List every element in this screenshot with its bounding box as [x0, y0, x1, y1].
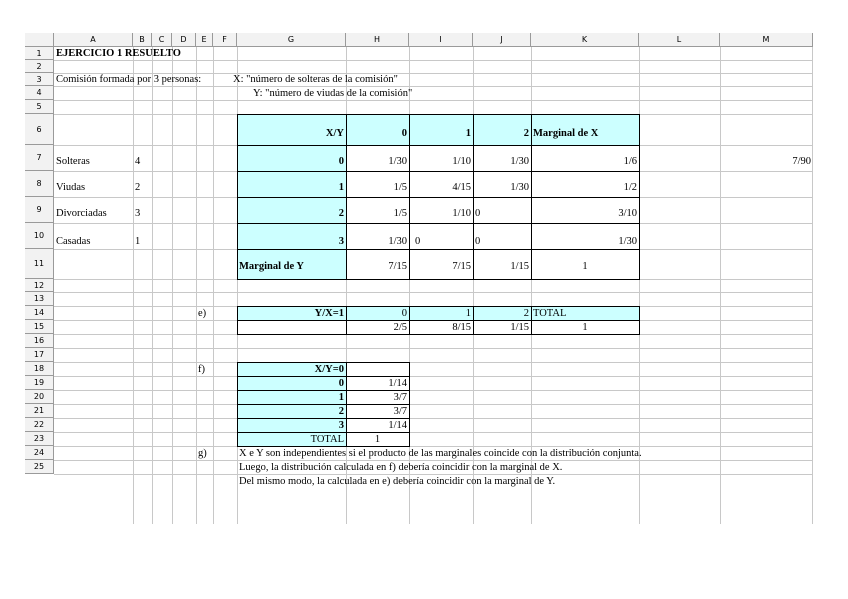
row-header[interactable]: 6 [25, 114, 54, 145]
header-cell[interactable]: 2 [523, 128, 529, 139]
row-header[interactable]: 9 [25, 197, 54, 223]
value-cell[interactable]: 1 [582, 321, 588, 333]
row-header[interactable]: 15 [25, 320, 54, 334]
row-header[interactable]: 19 [25, 376, 54, 390]
value-cell[interactable]: 0 [415, 235, 421, 247]
section-label-f[interactable]: f) [198, 363, 205, 375]
column-header[interactable]: I [409, 33, 473, 47]
row-header[interactable]: 11 [25, 249, 54, 279]
row-header[interactable]: 3 [25, 73, 54, 86]
row-label-cell[interactable]: 3 [338, 419, 344, 431]
value-cell[interactable]: 1/14 [388, 377, 407, 389]
value-cell[interactable]: 1 [374, 433, 381, 445]
column-header[interactable]: C [152, 33, 172, 47]
column-header[interactable]: M [720, 33, 813, 47]
row-header[interactable]: 5 [25, 100, 54, 114]
value-cell[interactable]: 1/5 [393, 207, 407, 219]
header-cell[interactable]: 0 [401, 128, 407, 139]
select-all-corner[interactable] [25, 33, 54, 47]
row-header[interactable]: 25 [25, 460, 54, 474]
value-cell[interactable]: 3/7 [393, 405, 407, 417]
gridline [54, 86, 813, 87]
value-cell[interactable]: 2/5 [393, 321, 407, 333]
row-label-cell[interactable]: 1 [338, 391, 344, 403]
value-cell[interactable]: 1/30 [618, 235, 637, 247]
value-cell[interactable]: 1/30 [510, 155, 529, 167]
row-label-cell[interactable]: 3 [338, 235, 344, 247]
label-cell[interactable]: Solteras [56, 155, 90, 167]
note-cell[interactable]: Luego, la distribución calculada en f) debería coincidir con la marginal de X. [239, 461, 563, 473]
row-header[interactable]: 12 [25, 279, 54, 292]
value-cell[interactable]: 3 [135, 207, 141, 219]
gridline [54, 418, 813, 419]
column-header[interactable]: A [54, 33, 133, 47]
spreadsheet [25, 33, 813, 524]
gridline [812, 47, 813, 524]
column-header[interactable]: E [196, 33, 213, 47]
column-header[interactable]: L [639, 33, 720, 47]
value-cell[interactable]: 2 [135, 181, 141, 193]
value-cell[interactable]: 4 [135, 155, 141, 167]
column-header[interactable]: D [172, 33, 196, 47]
value-cell[interactable]: 1 [582, 260, 588, 272]
cell-border [237, 320, 347, 335]
value-cell[interactable]: 1/30 [510, 181, 529, 193]
y-definition-cell[interactable]: Y: "número de viudas de la comisión" [253, 87, 413, 99]
value-cell[interactable]: 7/15 [452, 260, 471, 272]
header-cell[interactable]: X/Y=0 [314, 363, 344, 375]
row-label-cell[interactable]: 0 [338, 155, 344, 167]
value-cell[interactable]: 7/15 [388, 260, 407, 272]
label-cell[interactable]: Divorciadas [56, 207, 107, 219]
row-header[interactable]: 21 [25, 404, 54, 418]
value-cell[interactable]: 2 [523, 307, 529, 319]
value-cell[interactable]: 1/2 [623, 181, 637, 193]
value-cell[interactable]: 4/15 [452, 181, 471, 193]
value-cell[interactable]: 1 [465, 307, 471, 319]
gridline [172, 47, 173, 524]
value-cell[interactable]: TOTAL [533, 307, 567, 319]
row-label-cell[interactable]: 0 [338, 377, 344, 389]
value-cell[interactable]: 3/10 [618, 207, 637, 219]
row-header[interactable]: 8 [25, 171, 54, 197]
gridline [54, 376, 813, 377]
value-cell[interactable]: 1 [135, 235, 141, 247]
column-header[interactable]: G [237, 33, 346, 47]
cell-border [346, 362, 410, 377]
value-cell[interactable]: 1/14 [388, 419, 407, 431]
row-header[interactable]: 13 [25, 292, 54, 306]
row-header[interactable]: 17 [25, 348, 54, 362]
gridline [133, 47, 134, 524]
section-label-g[interactable]: g) [198, 447, 207, 459]
row-header[interactable]: 14 [25, 306, 54, 320]
column-header[interactable]: K [531, 33, 639, 47]
row-header[interactable]: 2 [25, 60, 54, 73]
row-header[interactable]: 16 [25, 334, 54, 348]
value-cell[interactable]: 1/5 [393, 181, 407, 193]
row-header[interactable]: 10 [25, 223, 54, 249]
gridline [54, 362, 813, 363]
gridline [54, 334, 813, 335]
row-header[interactable]: 23 [25, 432, 54, 446]
total-label-cell[interactable]: TOTAL [310, 433, 344, 445]
note-cell[interactable]: Del mismo modo, la calculada en e) debería coincidir con la marginal de Y. [239, 475, 556, 487]
row-header[interactable]: 7 [25, 145, 54, 171]
gridline [54, 348, 813, 349]
value-cell[interactable]: 1/6 [623, 155, 637, 167]
value-cell[interactable]: 0 [475, 207, 481, 219]
value-cell[interactable]: 3/7 [393, 391, 407, 403]
header-cell[interactable]: 1 [465, 128, 471, 139]
header-cell[interactable]: Y/X=1 [314, 307, 344, 319]
value-cell[interactable]: 0 [475, 235, 481, 247]
row-header[interactable]: 1 [25, 47, 54, 60]
value-cell[interactable]: 1/10 [452, 155, 471, 167]
value-cell[interactable]: 1/15 [510, 321, 529, 333]
value-cell[interactable]: 0 [401, 307, 407, 319]
title-cell[interactable]: EJERCICIO 1 RESUELTO [56, 48, 181, 59]
row-label-cell[interactable]: 2 [338, 207, 344, 219]
gridline [54, 292, 813, 293]
gridline [152, 47, 153, 524]
gridline [720, 47, 721, 524]
value-cell[interactable]: 8/15 [452, 321, 471, 333]
note-cell[interactable]: X e Y son independientes si el producto de las marginales coincide con la distribución conjunta. [239, 447, 642, 459]
value-cell[interactable]: 1/15 [510, 260, 529, 272]
row-label-cell[interactable]: 1 [338, 181, 344, 193]
column-header[interactable]: J [473, 33, 531, 47]
gridline [54, 279, 813, 280]
label-cell[interactable]: Casadas [56, 235, 91, 247]
value-cell[interactable]: 1/30 [388, 155, 407, 167]
column-header[interactable]: F [213, 33, 237, 47]
row-header[interactable]: 18 [25, 362, 54, 376]
value-cell[interactable]: 7/90 [792, 155, 811, 167]
value-cell[interactable]: 1/30 [388, 235, 407, 247]
value-cell[interactable]: 1/10 [452, 207, 471, 219]
gridline [54, 100, 813, 101]
row-label-cell[interactable]: 2 [338, 405, 344, 417]
column-header[interactable]: B [133, 33, 152, 47]
gridline [213, 47, 214, 524]
gridline [54, 60, 813, 61]
gridline [54, 404, 813, 405]
description-cell[interactable]: Comisión formada por 3 personas: [56, 74, 202, 85]
row-header[interactable]: 4 [25, 86, 54, 100]
column-header[interactable]: H [346, 33, 409, 47]
x-definition-cell[interactable]: X: "número de solteras de la comisión" [233, 74, 398, 85]
label-cell[interactable]: Viudas [56, 181, 86, 193]
header-cell[interactable]: X/Y [325, 128, 344, 139]
row-header[interactable]: 24 [25, 446, 54, 460]
gridline [54, 432, 813, 433]
row-header[interactable]: 20 [25, 390, 54, 404]
section-label-e[interactable]: e) [198, 307, 207, 319]
marginal-y-label[interactable]: Marginal de Y [239, 260, 304, 272]
row-header[interactable]: 22 [25, 418, 54, 432]
header-cell[interactable]: Marginal de X [533, 128, 599, 139]
gridline [54, 390, 813, 391]
